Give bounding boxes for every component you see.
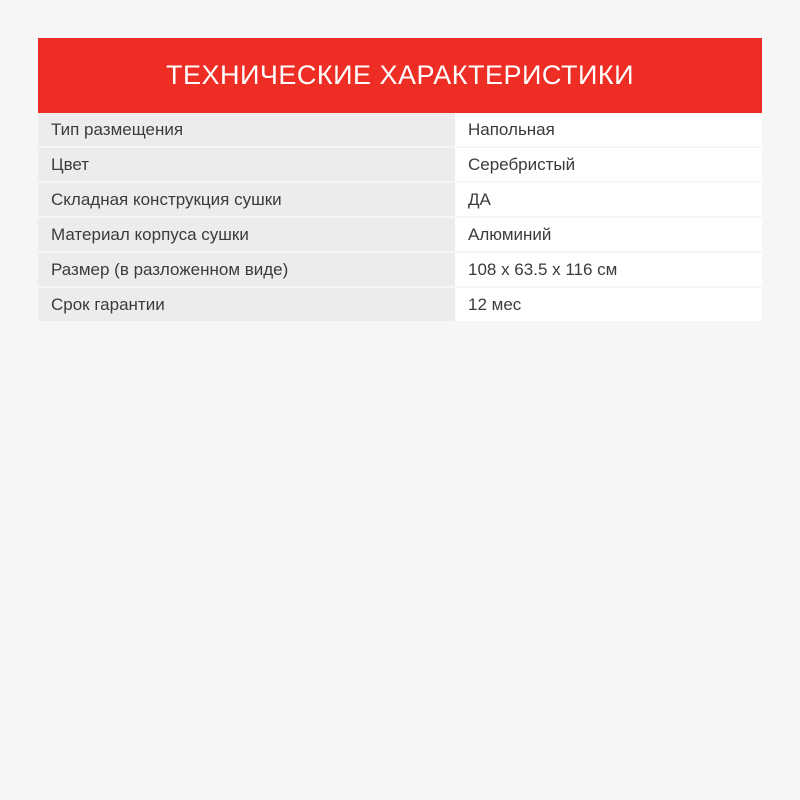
table-row	[38, 148, 762, 181]
spec-label: Материал корпуса сушки	[38, 218, 455, 251]
spec-label: Цвет	[38, 148, 455, 181]
table-row	[38, 253, 762, 286]
spec-label: Срок гарантии	[38, 288, 455, 321]
spec-label: Складная конструкция сушки	[38, 183, 455, 216]
table-row	[38, 113, 762, 146]
table-row	[38, 183, 762, 216]
spec-value: 12 мес	[455, 288, 762, 321]
spec-header	[38, 38, 762, 113]
spec-title: ТЕХНИЧЕСКИЕ ХАРАКТЕРИСТИКИ	[165, 60, 635, 90]
spec-label: Размер (в разложенном виде)	[38, 253, 455, 286]
spec-value: ДА	[455, 183, 762, 216]
spec-value: Серебристый	[455, 148, 762, 181]
table-row	[38, 288, 762, 321]
table-row	[38, 218, 762, 251]
spec-value: 108 x 63.5 x 116 см	[455, 253, 762, 286]
spec-value: Напольная	[455, 113, 762, 146]
spec-card	[38, 38, 762, 323]
spec-value: Алюминий	[455, 218, 762, 251]
spec-label: Тип размещения	[38, 113, 455, 146]
spec-table	[38, 113, 762, 321]
